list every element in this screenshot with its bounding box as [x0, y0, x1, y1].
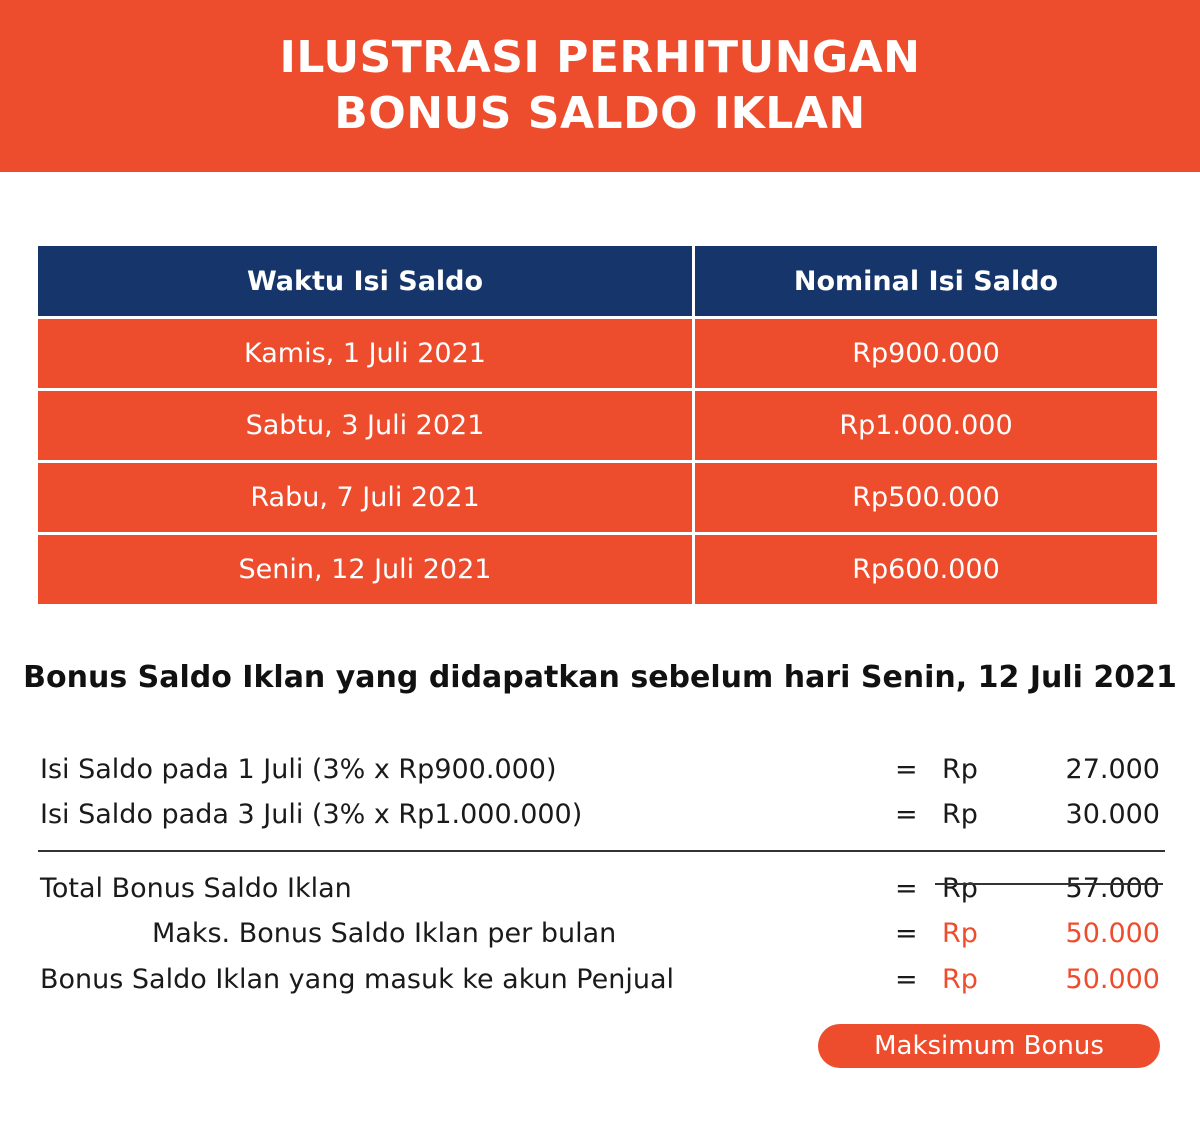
- table-cell-date: Senin, 12 Juli 2021: [38, 535, 692, 604]
- equals-sign: =: [895, 918, 918, 949]
- equals-sign: =: [895, 873, 918, 904]
- calc-label: Isi Saldo pada 1 Juli (3% x Rp900.000): [40, 754, 557, 785]
- summary-title: Bonus Saldo Iklan yang didapatkan sebelum hari Senin, 12 Juli 2021: [23, 660, 1177, 695]
- final-bonus-line: [0, 960, 1200, 1000]
- currency-label: Rp: [942, 964, 978, 995]
- max-bonus-label: Maks. Bonus Saldo Iklan per bulan: [152, 918, 617, 949]
- maximum-bonus-badge: Maksimum Bonus: [818, 1024, 1160, 1068]
- table-cell-date: Rabu, 7 Juli 2021: [38, 463, 692, 532]
- table-cell-amount: Rp600.000: [695, 535, 1157, 604]
- table-row: [38, 391, 1157, 460]
- table-cell-date: Kamis, 1 Juli 2021: [38, 319, 692, 388]
- page-title-line-2: BONUS SALDO IKLAN: [334, 88, 866, 139]
- calc-line-1: [0, 750, 1200, 790]
- table-cell-amount: Rp1.000.000: [695, 391, 1157, 460]
- table-cell-amount: Rp900.000: [695, 319, 1157, 388]
- table-row: [38, 463, 1157, 532]
- currency-label: Rp: [942, 873, 978, 904]
- sum-divider: [38, 850, 1165, 852]
- header-banner: [0, 0, 1200, 172]
- table-row: [38, 319, 1157, 388]
- equals-sign: =: [895, 754, 918, 785]
- currency-label: Rp: [942, 799, 978, 830]
- table-cell-date: Sabtu, 3 Juli 2021: [38, 391, 692, 460]
- total-line: [0, 869, 1200, 909]
- table-header-row: [38, 246, 1157, 316]
- top-up-table: [38, 246, 1157, 604]
- currency-label: Rp: [942, 754, 978, 785]
- column-header-date: Waktu Isi Saldo: [38, 246, 692, 316]
- final-bonus-label: Bonus Saldo Iklan yang masuk ke akun Penjual: [40, 964, 675, 995]
- total-label: Total Bonus Saldo Iklan: [40, 873, 352, 904]
- equals-sign: =: [895, 964, 918, 995]
- calc-amount: 30.000: [1065, 799, 1160, 830]
- calc-amount: 27.000: [1065, 754, 1160, 785]
- currency-label: Rp: [942, 918, 978, 949]
- max-bonus-line: [0, 914, 1200, 954]
- strikethrough-line: [935, 883, 1163, 885]
- column-header-amount: Nominal Isi Saldo: [695, 246, 1157, 316]
- total-amount-struck: 57.000: [1065, 873, 1160, 904]
- table-row: [38, 535, 1157, 604]
- calc-label: Isi Saldo pada 3 Juli (3% x Rp1.000.000): [40, 799, 583, 830]
- final-bonus-amount: 50.000: [1065, 964, 1160, 995]
- equals-sign: =: [895, 799, 918, 830]
- max-bonus-amount: 50.000: [1065, 918, 1160, 949]
- page-title-line-1: ILUSTRASI PERHITUNGAN: [279, 32, 921, 83]
- calc-line-2: [0, 795, 1200, 835]
- table-cell-amount: Rp500.000: [695, 463, 1157, 532]
